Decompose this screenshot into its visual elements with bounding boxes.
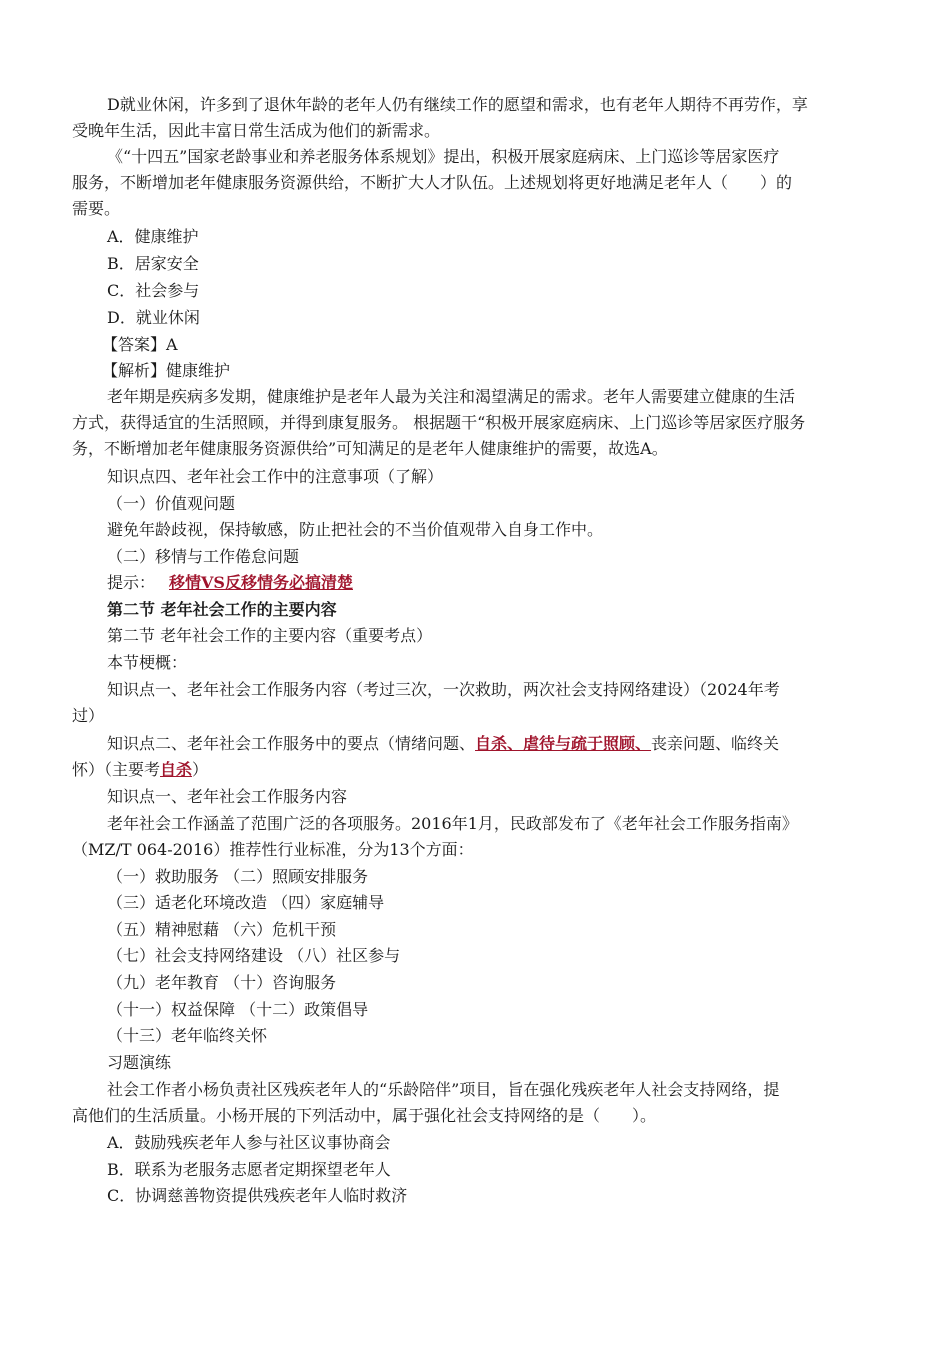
tip-label: 提示： — [107, 573, 156, 592]
outline-label: 本节梗概： — [107, 653, 188, 672]
text-segment: 知识点二、老年社会工作服务中的要点（情绪问题、 — [107, 734, 476, 753]
text-line: 避免年龄歧视，保持敏感，防止把社会的不当价值观带入自身工作中。 — [107, 520, 604, 539]
section-subtitle: 第二节 老年社会工作的主要内容（重要考点） — [107, 626, 433, 645]
text-line — [72, 757, 208, 783]
option-d: D．就业休闲 — [107, 308, 200, 327]
text-line: （MZ/T 064-2016）推荐性行业标准，分为13个方面： — [72, 840, 474, 859]
tip-highlight: 移情VS反移情务必搞清楚 — [169, 573, 353, 592]
option-b: B．居家安全 — [107, 254, 199, 273]
text-line: 受晚年生活，因此丰富日常生活成为他们的新需求。 — [72, 121, 441, 140]
text-line: D就业休闲，许多到了退休年龄的老年人仍有继续工作的愿望和需求，也有老年人期待不再劳作，享 — [107, 95, 808, 114]
text-line: 知识点一、老年社会工作服务内容（考过三次，一次救助，两次社会支持网络建设）（2024年考 — [107, 680, 780, 699]
text-line — [107, 731, 779, 757]
list-item: （七）社会支持网络建设 （八）社区参与 — [107, 946, 401, 965]
list-item: （十三）老年临终关怀 — [107, 1026, 268, 1045]
highlight-segment: 自杀、虐待与疏于照顾、 — [475, 734, 652, 753]
list-item: （九）老年教育 （十）咨询服务 — [107, 973, 337, 992]
subheading: （一）价值观问题 — [107, 494, 236, 513]
highlight-segment: 自杀 — [160, 760, 193, 779]
tip-line — [107, 570, 353, 596]
option-b: B．联系为老服务志愿者定期探望老年人 — [107, 1160, 391, 1179]
text-line: 服务，不断增加老年健康服务资源供给，不断扩大人才队伍。上述规划将更好地满足老年人（ ）的 — [72, 173, 793, 192]
text-line: 社会工作者小杨负责社区残疾老年人的“乐龄陪伴”项目，旨在强化残疾老年人社会支持网络，提 — [107, 1080, 780, 1099]
text-line: 需要。 — [72, 199, 121, 218]
text-line: 过） — [72, 706, 105, 725]
knowledge-heading: 知识点一、老年社会工作服务内容 — [107, 787, 348, 806]
option-a: A．健康维护 — [107, 227, 199, 246]
answer-label: 【答案】A — [102, 335, 178, 354]
section-title: 第二节 老年社会工作的主要内容 — [107, 600, 337, 619]
text-line: 老年社会工作涵盖了范围广泛的各项服务。2016年1月，民政部发布了《老年社会工作服务指南》 — [107, 814, 798, 833]
option-a: A．鼓励残疾老年人参与社区议事协商会 — [107, 1133, 391, 1152]
text-segment: ） — [192, 760, 209, 779]
subheading: （二）移情与工作倦怠问题 — [107, 547, 300, 566]
list-item: （三）适老化环境改造 （四）家庭辅导 — [107, 893, 385, 912]
practice-heading: 习题演练 — [107, 1053, 172, 1072]
text-line: 《“十四五”国家老龄事业和养老服务体系规划》提出，积极开展家庭病床、上门巡诊等居家医疗 — [107, 147, 780, 166]
text-line: 方式，获得适宜的生活照顾，并得到康复服务。 根据题干“积极开展家庭病床、上门巡诊等居家医疗服务 — [72, 413, 806, 432]
list-item: （一）救助服务 （二）照顾安排服务 — [107, 867, 369, 886]
list-item: （五）精神慰藉 （六）危机干预 — [107, 920, 337, 939]
text-line: 高他们的生活质量。小杨开展的下列活动中，属于强化社会支持网络的是（ ）。 — [72, 1106, 657, 1125]
text-segment: 丧亲问题、临终关 — [651, 734, 780, 753]
list-item: （十一）权益保障 （十二）政策倡导 — [107, 1000, 369, 1019]
text-segment: 怀）（主要考 — [72, 760, 161, 779]
text-line: 务，不断增加老年健康服务资源供给”可知满足的是老年人健康维护的需要，故选A。 — [72, 439, 668, 458]
option-c: C．协调慈善物资提供残疾老年人临时救济 — [107, 1186, 408, 1205]
analysis-label: 【解析】健康维护 — [102, 361, 231, 380]
knowledge-heading: 知识点四、老年社会工作中的注意事项（了解） — [107, 467, 444, 486]
text-line: 老年期是疾病多发期，健康维护是老年人最为关注和渴望满足的需求。老年人需要建立健康的生活 — [107, 387, 796, 406]
option-c: C．社会参与 — [107, 281, 200, 300]
